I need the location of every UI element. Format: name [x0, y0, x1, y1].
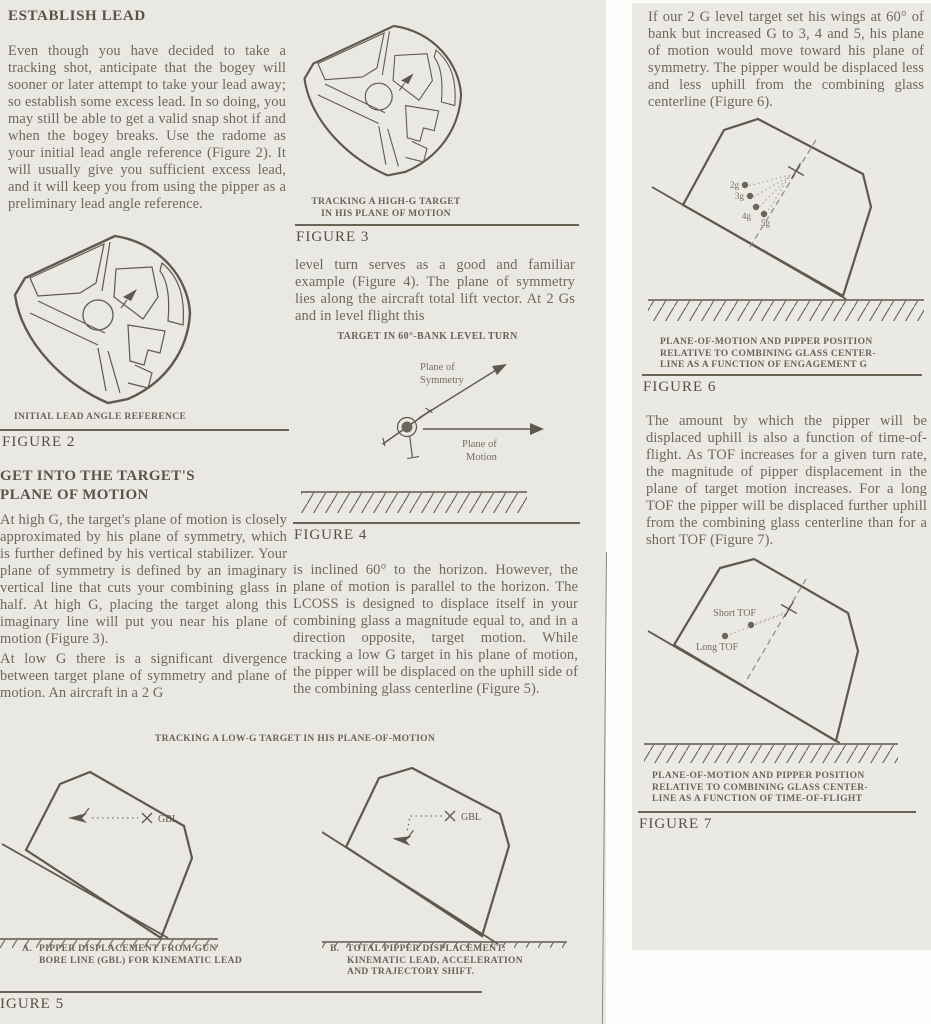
aircraft-icon — [391, 827, 413, 846]
combining-glass-outline — [26, 772, 192, 938]
figure6-label: FIGURE 6 — [643, 379, 717, 395]
short-tof-label: Short TOF — [713, 608, 756, 619]
figure2-gunsight-drawing — [10, 233, 200, 409]
figure7-label: FIGURE 7 — [639, 816, 713, 832]
paragraph: At high G, the target's plane of motion is closely approximated by his plane of symmetry, which is further defined by his vertical stabilizer. Your plane of symmetry is defined by an imaginary vertical line that cuts your combining glass in half. At high G, placing the target along this imaginary line will put you near his plane of motion (Figure 3). — [0, 512, 287, 647]
combining-glass-centerline — [750, 140, 816, 247]
gbl-label: GBL — [158, 814, 178, 825]
figure2-caption: INITIAL LEAD ANGLE REFERENCE — [14, 412, 187, 422]
figure7-rule — [638, 811, 916, 813]
paragraph: At low G there is a significant divergence between target plane of symmetry and plane of motion. An aircraft in a 2 G — [0, 651, 287, 701]
paragraph: The amount by which the pipper will be displaced uphill is also a function of time-of-flight. As TOF increases for a given turn rate, the magnitude of pipper displacement in the plane of target motion increases. For a long TOF the pipper will be displaced further uphill from the combining glass centerline than for a short TOF (Figure 7). — [646, 413, 927, 548]
aircraft-icon — [68, 808, 89, 823]
figure3-caption: TRACKING A HIGH-G TARGET IN HIS PLANE OF MOTION — [311, 197, 461, 219]
displacement-dotted-line — [407, 816, 442, 832]
g-label: 2g — [730, 180, 739, 190]
figure2-rule — [0, 429, 289, 431]
pipper-dot-5g — [761, 211, 767, 217]
g-label: 3g — [735, 191, 744, 201]
pipper-cross-icon — [777, 597, 802, 622]
combining-glass-centerline — [745, 579, 806, 683]
pipper-dot-3g — [747, 193, 753, 199]
figure3-gunsight-drawing — [300, 8, 470, 196]
figure3-rule — [295, 224, 579, 226]
section-title-plane-of-motion: GET INTO THE TARGET'S PLANE OF MOTION — [0, 468, 196, 503]
combining-glass-outline — [346, 768, 509, 936]
arrowhead-icon — [530, 423, 544, 435]
svg-text:Motion: Motion — [466, 452, 497, 463]
svg-text:Symmetry: Symmetry — [420, 375, 464, 386]
section-title-establish-lead: ESTABLISH LEAD — [8, 8, 146, 24]
combining-glass-outline — [683, 119, 871, 296]
plane-of-motion-label: Plane of — [462, 439, 497, 450]
figure5a-caption: A. PIPPER DISPLACEMENT FROM GUN BORE LINE (GBL) FOR KINEMATIC LEAD — [22, 944, 243, 966]
gbl-label: GBL — [461, 812, 481, 823]
figure3-label: FIGURE 3 — [296, 229, 370, 245]
figure6-rule — [642, 374, 922, 376]
paragraph: Even though you have decided to take a tracking shot, anticipate that the bogey will sooner or later attempt to take your lead away; so establish some excess lead. In so doing, you may still be able to get a valid snap shot if and when the bogey breaks. Use the radome as your initial lead angle reference (Figure 2). It will usually give you sufficient excess lead, and it will keep you from using the pipper as a preliminary lead angle reference. — [8, 43, 286, 212]
g-label: 5g — [761, 218, 770, 228]
gbl-cross-icon — [445, 811, 455, 821]
right-page — [632, 3, 931, 950]
pipper-dot-short-tof — [748, 622, 754, 628]
figure5-label: IGURE 5 — [0, 996, 65, 1012]
figure4-label: FIGURE 4 — [294, 527, 368, 543]
gbl-cross-icon — [142, 813, 152, 823]
pipper-cross-icon — [784, 159, 809, 184]
ground-hatch — [301, 493, 527, 513]
arrowhead-icon — [492, 364, 507, 375]
pipper-dot-2g — [742, 182, 748, 188]
figure5-rule — [0, 991, 482, 993]
figure5b-diagram — [322, 748, 620, 948]
paragraph: If our 2 G level target set his wings at 60° of bank but increased G to 3, 4 and 5, his plane of motion would move toward his plane of symmetry. The pipper would be displaced less and less uphill from the combining glass centerline (Figure 6). — [648, 9, 924, 110]
pipper-dot-long-tof — [722, 633, 728, 639]
figure4-title: TARGET IN 60°-BANK LEVEL TURN — [337, 331, 518, 342]
paragraph: is inclined 60° to the horizon. However, the plane of motion is parallel to the horizon. The LCOSS is designed to displace itself in your combining glass a magnitude equal to, and in a direction opposite, target motion. While tracking a low G target in his plane of motion, the pipper will be displaced on the uphill side of the combining glass centerline (Figure 5). — [293, 562, 578, 697]
pipper-dot-4g — [753, 204, 759, 210]
figure4-diagram — [295, 344, 580, 522]
figure5b-caption: B. TOTAL PIPPER DISPLACEMENT: KINEMATIC LEAD, ACCELERATION AND TRAJECTORY SHIFT. — [330, 944, 523, 977]
ground-hatch — [648, 301, 924, 321]
ground-hatch — [644, 745, 898, 763]
figure6-caption: PLANE-OF-MOTION AND PIPPER POSITION RELATIVE TO COMBINING GLASS CENTER- LINE AS A FUNCTION OF ENGAGEMENT G — [660, 337, 877, 370]
paragraph: level turn serves as a good and familiar example (Figure 4). The plane of symmetry lies along the aircraft total lift vector. At 2 Gs and in level flight this — [295, 257, 575, 324]
figure5a-diagram — [0, 748, 320, 948]
figure4-rule — [293, 522, 580, 524]
figure6-diagram — [638, 107, 930, 335]
banked-aircraft-icon — [377, 402, 449, 470]
slope-line — [2, 844, 168, 938]
long-tof-label: Long TOF — [696, 642, 739, 653]
figure7-caption: PLANE-OF-MOTION AND PIPPER POSITION RELATIVE TO COMBINING GLASS CENTER- LINE AS A FUNCTION OF TIME-OF-FLIGHT — [652, 771, 869, 804]
plane-of-symmetry-label: Plane of — [420, 362, 455, 373]
figure7-diagram — [638, 551, 930, 779]
figure5-title: TRACKING A LOW-G TARGET IN HIS PLANE-OF-MOTION — [154, 734, 436, 744]
g-label: 4g — [742, 211, 751, 221]
figure2-label: FIGURE 2 — [2, 434, 76, 450]
